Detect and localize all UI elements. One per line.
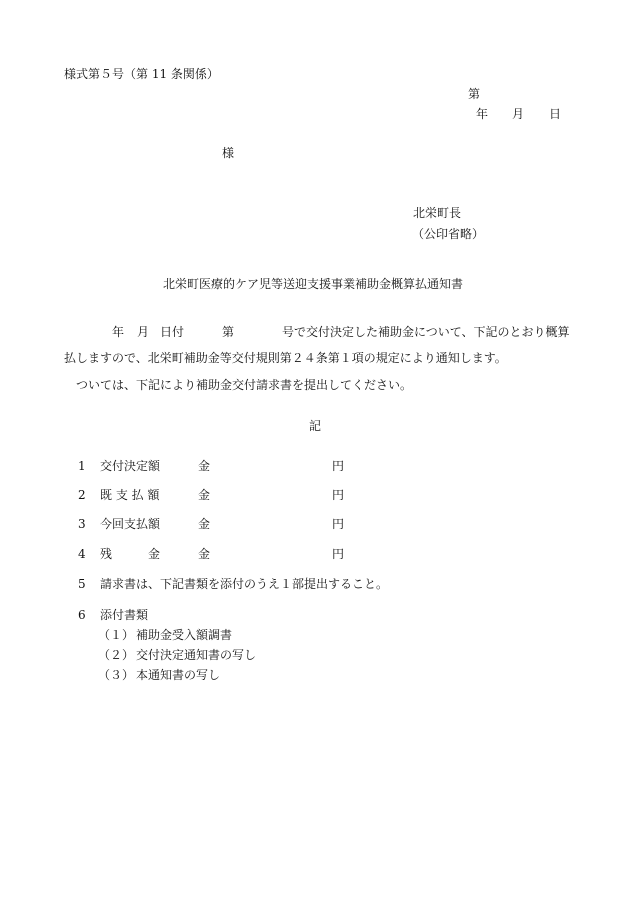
item-kin: 金 [198,517,211,531]
attachment-number: （２） [98,648,135,662]
item-label: 今回支払額 [100,517,161,531]
date-day-label: 日 [549,107,562,121]
recipient-suffix: 様 [222,146,235,160]
item-number: 5 [78,577,86,591]
item-label: 金 [148,547,161,561]
item-number: 3 [78,517,86,531]
item-yen: 円 [332,547,345,561]
doc-number-label: 第 [468,87,481,101]
body-number-prefix: 第 [222,325,235,339]
attachment-text: 交付決定通知書の写し [136,648,257,662]
item-label: 交付決定額 [100,459,161,473]
item-label: 既 支 払 額 [100,488,160,502]
attachment-text: 補助金受入額調書 [136,628,233,642]
body-date-year: 年 [112,325,125,339]
date-month-label: 月 [512,107,525,121]
item-kin: 金 [198,547,211,561]
attachment-number: （１） [98,628,135,642]
attachment-text: 本通知書の写し [136,668,221,682]
date-year-label: 年 [476,107,489,121]
item-kin: 金 [198,459,211,473]
item-number: 2 [78,488,86,502]
attachment-number: （３） [98,668,135,682]
item-label: 残 [100,547,113,561]
sender-name: 北栄町長 [413,206,462,220]
body-line2: 払しますので、北栄町補助金等交付規則第２４条第１項の規定により通知します。 [64,351,507,365]
item-yen: 円 [332,517,345,531]
item-yen: 円 [332,488,345,502]
item-number: 6 [78,608,86,622]
body-line3: ついては、下記により補助金交付請求書を提出してください。 [76,378,413,392]
item6-label: 添付書類 [100,608,149,622]
form-label: 様式第５号（第 11 条関係） [64,67,219,81]
item5-text: 請求書は、下記書類を添付のうえ１部提出すること。 [100,577,389,591]
page-title: 北栄町医療的ケア児等送迎支援事業補助金概算払通知書 [163,277,464,291]
item-number: 1 [78,459,86,473]
ki-heading: 記 [309,419,322,433]
item-kin: 金 [198,488,211,502]
body-date-day: 日付 [160,325,185,339]
body-date-month: 月 [137,325,150,339]
body-line1-rest: 号で交付決定した補助金について、下記のとおり概算 [282,325,570,339]
seal-note: （公印省略） [412,227,485,241]
item-yen: 円 [332,459,345,473]
item-number: 4 [78,547,86,561]
